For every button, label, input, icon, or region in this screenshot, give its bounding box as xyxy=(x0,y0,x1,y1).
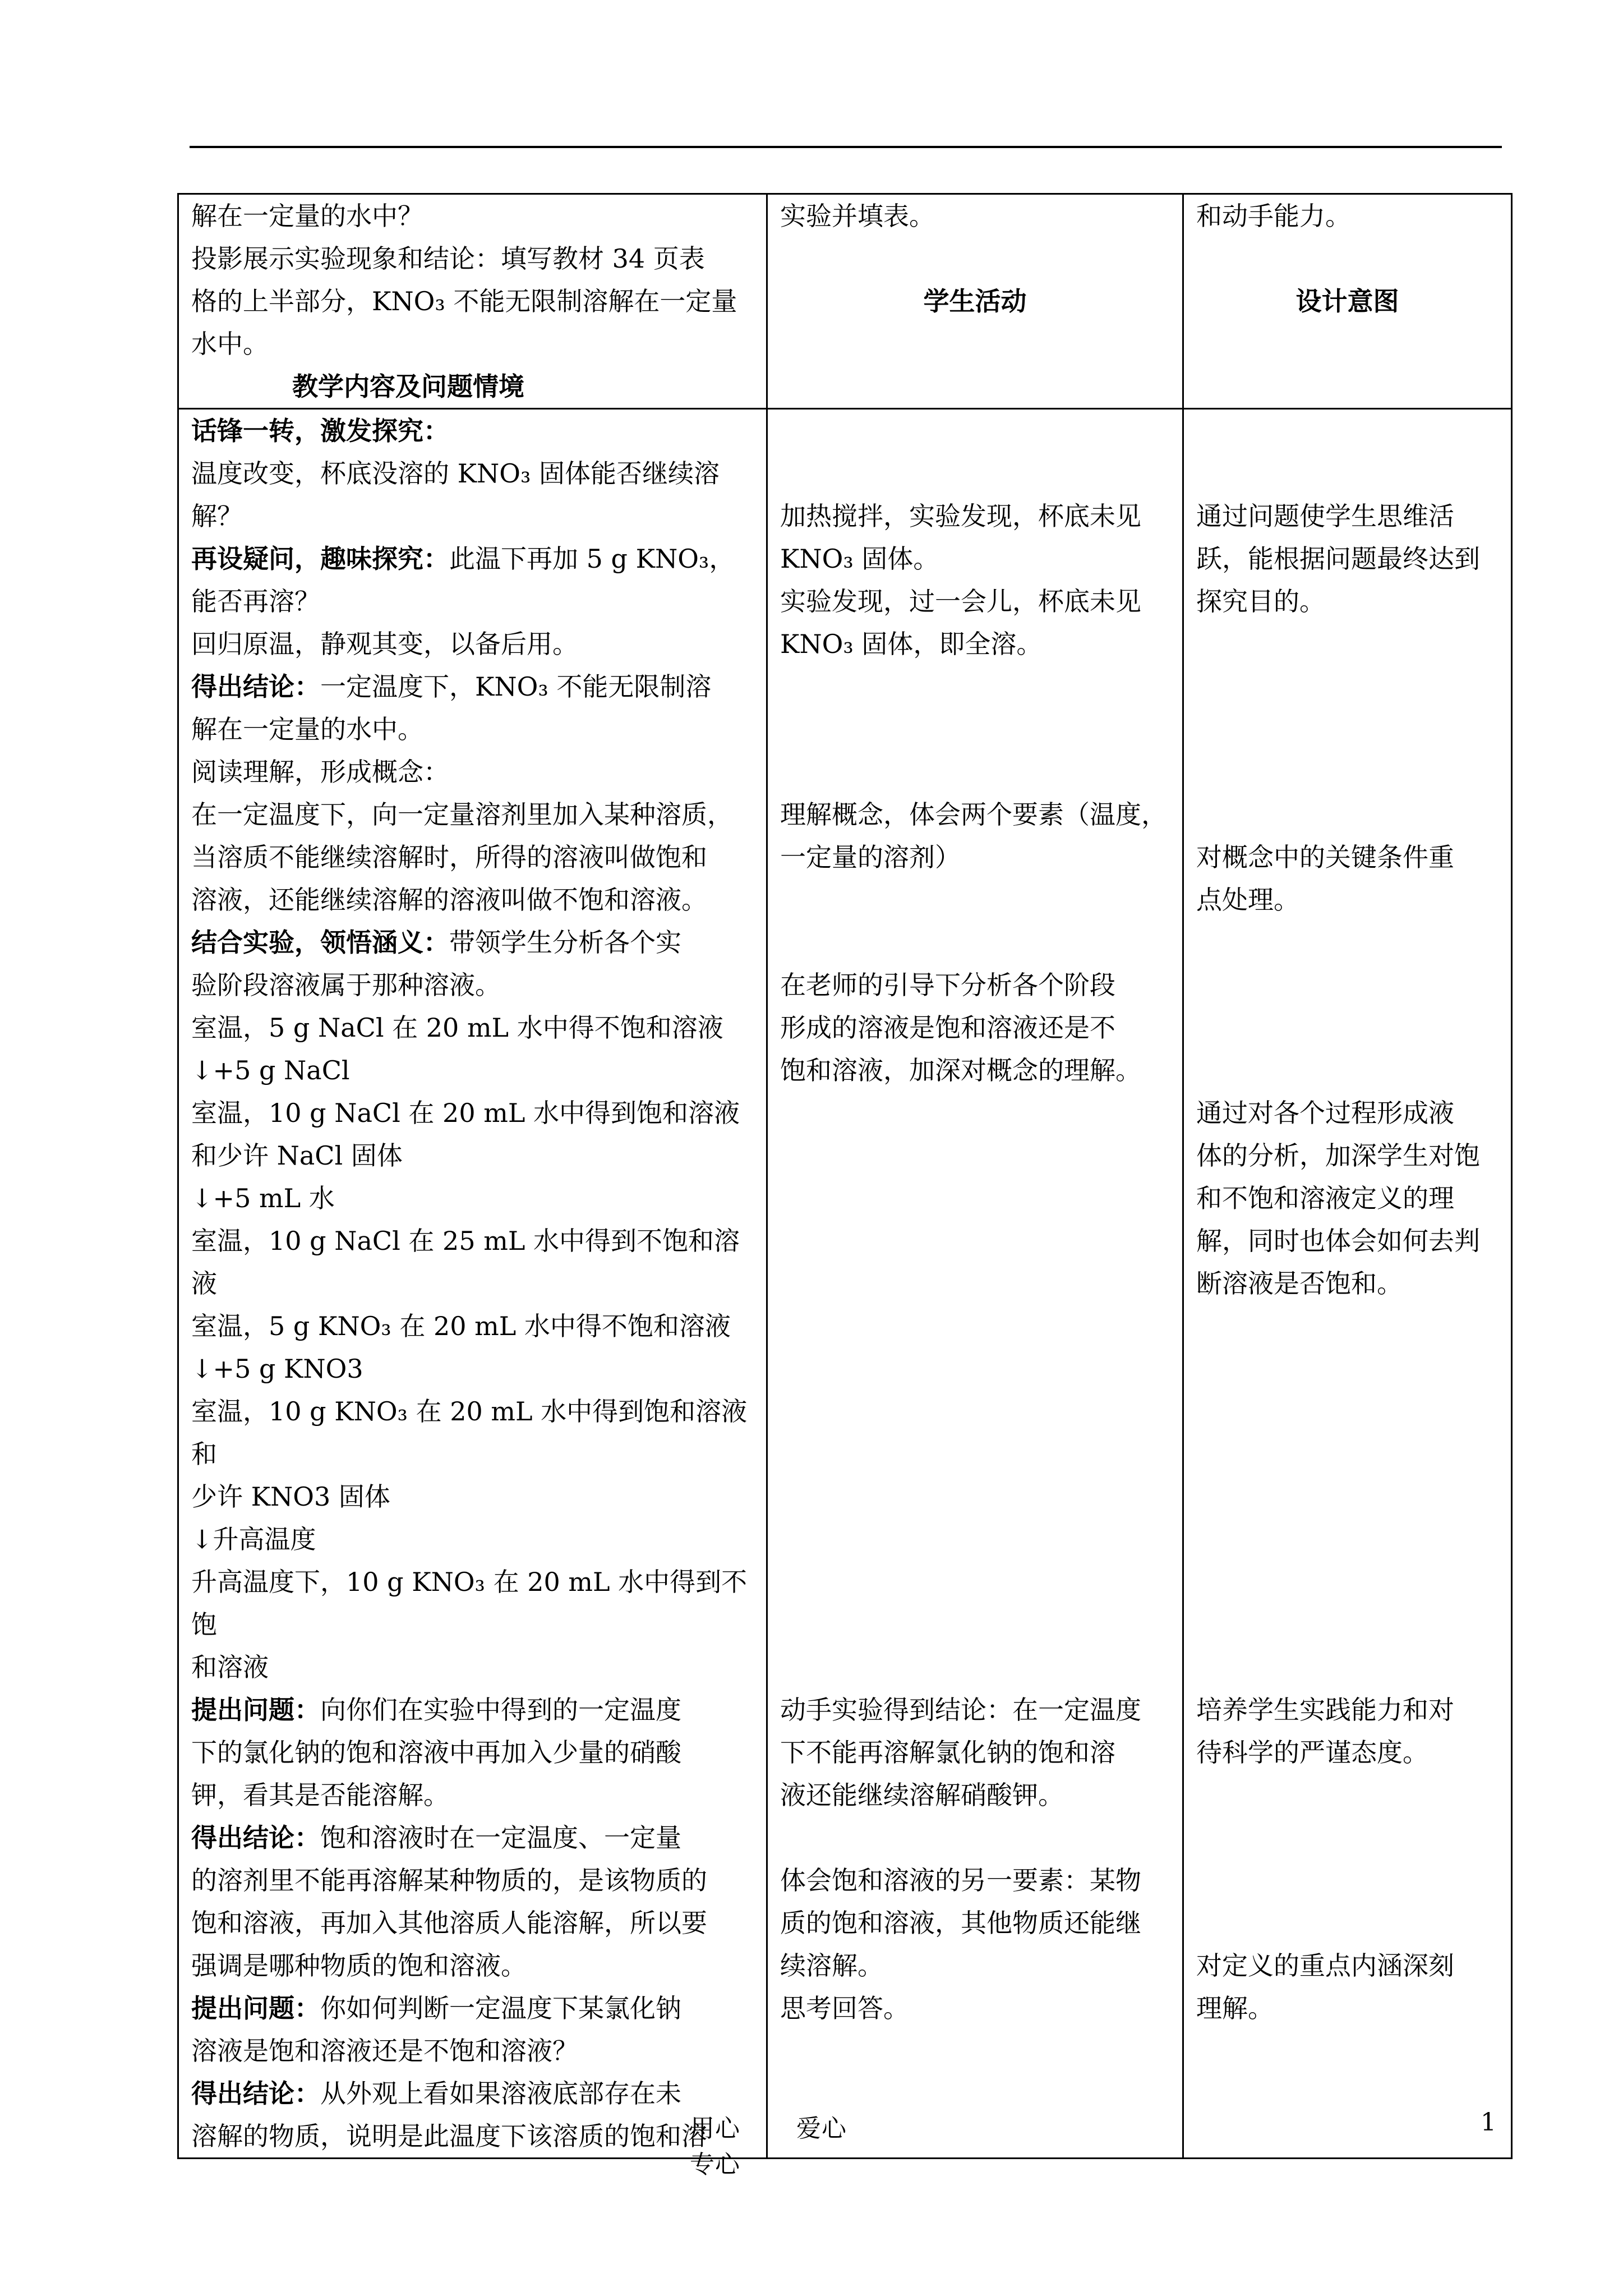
text-line xyxy=(191,1220,754,1262)
line-text: 升高温度下，10 g KNO₃ 在 20 mL 水中得到不饱 xyxy=(191,1567,748,1640)
text-line: 动手实验得到结论：在一定温度 xyxy=(780,1695,1141,1725)
intent-cell xyxy=(1183,194,1512,409)
text-line xyxy=(191,1347,754,1390)
text-line xyxy=(191,1305,754,1347)
text-line: 待科学的严谨态度。 xyxy=(1196,1737,1428,1768)
text-line xyxy=(191,452,754,495)
text-line: 饱和溶液，加深对概念的理解。 xyxy=(780,1055,1141,1085)
text-line xyxy=(191,1859,754,1902)
text-line: 解，同时也体会如何去判 xyxy=(1196,1226,1480,1256)
text-line xyxy=(191,1688,754,1731)
table-row xyxy=(178,194,1512,409)
line-text: 回归原温，静观其变，以备后用。 xyxy=(191,629,578,659)
text-line: 通过问题使学生思维活 xyxy=(1196,501,1454,531)
table-row xyxy=(178,409,1512,2159)
line-text: 解在一定量的水中。 xyxy=(191,714,423,744)
text-line: 下不能再溶解氯化钠的饱和溶 xyxy=(780,1737,1115,1768)
content-cell xyxy=(178,409,767,2159)
text-line: 理解。 xyxy=(1196,1993,1274,2023)
line-text: 当溶质不能继续溶解时，所得的溶液叫做饱和 xyxy=(191,842,707,872)
text-line: 探究目的。 xyxy=(1196,586,1325,616)
line-text: 室温，10 g KNO₃ 在 20 mL 水中得到饱和溶液和 xyxy=(191,1396,748,1469)
text-line xyxy=(191,1262,754,1305)
text-line xyxy=(191,1902,754,1944)
text-line xyxy=(191,665,754,708)
text-line: 对定义的重点内涵深刻 xyxy=(1196,1950,1454,1981)
text-line: 跃，能根据问题最终达到 xyxy=(1196,544,1480,574)
line-text: 的溶剂里不能再溶解某种物质的，是该物质的 xyxy=(191,1865,707,1895)
text-line xyxy=(191,1475,754,1518)
line-text: 在一定温度下，向一定量溶剂里加入某种溶质， xyxy=(191,799,733,830)
text-line: 和动手能力。 xyxy=(1196,201,1351,231)
line-text: 室温，5 g NaCl 在 20 mL 水中得不饱和溶液 xyxy=(191,1013,723,1043)
bold-lead: 提出问题： xyxy=(191,1993,320,2023)
footer-motto-2: 爱心 xyxy=(796,2114,847,2143)
line-text: 钾，看其是否能溶解。 xyxy=(191,1780,449,1810)
footer-motto-1: 用心 xyxy=(690,2114,740,2143)
activity-cell xyxy=(767,194,1183,409)
text-line xyxy=(191,708,754,751)
line-text: 强调是哪种物质的饱和溶液。 xyxy=(191,1950,527,1981)
text-line xyxy=(191,751,754,793)
line-text: 此温下再加 5 g KNO₃， xyxy=(449,544,735,574)
text-line xyxy=(191,1987,754,2030)
line-text: 溶液是饱和溶液还是不饱和溶液？ xyxy=(191,2036,578,2066)
text-line: 加热搅拌，实验发现，杯底未见 xyxy=(780,501,1141,531)
text-line: 解在一定量的水中？ xyxy=(191,201,423,231)
text-line xyxy=(191,878,754,921)
line-text: 室温，5 g KNO₃ 在 20 mL 水中得不饱和溶液 xyxy=(191,1311,731,1341)
line-text: ↓+5 mL 水 xyxy=(191,1183,335,1213)
column-header-activity: 学生活动 xyxy=(923,286,1027,316)
text-line xyxy=(191,836,754,878)
text-line: 液还能继续溶解硝酸钾。 xyxy=(780,1780,1064,1810)
text-line: 形成的溶液是饱和溶液还是不 xyxy=(780,1013,1115,1043)
column-header-intent: 设计意图 xyxy=(1295,286,1399,316)
text-line xyxy=(191,921,754,964)
text-line: 通过对各个过程形成液 xyxy=(1196,1098,1454,1128)
text-line xyxy=(191,495,754,537)
bold-lead: 结合实验，领悟涵义： xyxy=(191,927,449,958)
line-text: 能否再溶？ xyxy=(191,586,320,616)
text-line: KNO₃ 固体，即全溶。 xyxy=(780,629,1043,659)
line-text: ↓+5 g KNO3 xyxy=(191,1354,363,1384)
text-line: KNO₃ 固体。 xyxy=(780,544,939,574)
line-text: 和溶液 xyxy=(191,1652,269,1682)
line-text: 下的氯化钠的饱和溶液中再加入少量的硝酸 xyxy=(191,1737,681,1768)
line-text: 溶液，还能继续溶解的溶液叫做不饱和溶液。 xyxy=(191,885,707,915)
bold-lead: 得出结论： xyxy=(191,671,320,702)
line-text: ↓升高温度 xyxy=(191,1524,316,1554)
text-line xyxy=(191,1518,754,1561)
text-line: 实验发现，过一会儿，杯底未见 xyxy=(780,586,1141,616)
line-text: 温度改变，杯底没溶的 KNO₃ 固体能否继续溶 xyxy=(191,458,720,489)
text-line: 断溶液是否饱和。 xyxy=(1196,1268,1403,1299)
line-text: 阅读理解，形成概念： xyxy=(191,757,449,787)
text-line: 和不饱和溶液定义的理 xyxy=(1196,1183,1454,1213)
bold-lead: 得出结论： xyxy=(191,2078,320,2109)
line-text: ↓+5 g NaCl xyxy=(191,1055,350,1085)
line-text: 溶解的物质，说明是此温度下该溶质的饱和溶 xyxy=(191,2121,707,2151)
text-line xyxy=(191,1134,754,1177)
line-text: 和少许 NaCl 固体 xyxy=(191,1140,403,1171)
line-text: 验阶段溶液属于那种溶液。 xyxy=(191,970,501,1000)
text-line xyxy=(191,1731,754,1774)
line-text: 解？ xyxy=(191,501,243,531)
text-line xyxy=(191,409,754,452)
line-text: 液 xyxy=(191,1268,217,1299)
line-text: 饱和溶液，再加入其他溶质人能溶解，所以要 xyxy=(191,1908,707,1938)
text-line: 续溶解。 xyxy=(780,1950,883,1981)
text-line xyxy=(191,1816,754,1859)
text-line: 质的饱和溶液，其他物质还能继 xyxy=(780,1908,1141,1938)
footer-motto-3: 专心 xyxy=(690,2150,740,2179)
text-line xyxy=(191,1774,754,1816)
text-line: 体的分析，加深学生对饱 xyxy=(1196,1140,1480,1171)
line-text: 室温，10 g NaCl 在 20 mL 水中得到饱和溶液 xyxy=(191,1098,740,1128)
text-line xyxy=(191,793,754,836)
line-text: 饱和溶液时在一定温度、一定量 xyxy=(320,1823,681,1853)
text-line: 点处理。 xyxy=(1196,885,1299,915)
text-line xyxy=(191,1390,754,1475)
bold-lead: 话锋一转，激发探究： xyxy=(191,416,449,446)
line-text: 带领学生分析各个实 xyxy=(449,927,681,958)
text-line: 理解概念，体会两个要素（温度， xyxy=(780,799,1167,830)
lesson-table xyxy=(177,193,1513,2159)
line-text: 向你们在实验中得到的一定温度 xyxy=(320,1695,681,1725)
bold-lead: 提出问题： xyxy=(191,1695,320,1725)
content-cell xyxy=(178,194,767,409)
bold-lead: 得出结论： xyxy=(191,1823,320,1853)
column-header-content: 教学内容及问题情境 xyxy=(292,371,524,402)
text-line: 体会饱和溶液的另一要素：某物 xyxy=(780,1865,1141,1895)
text-line: 格的上半部分，KNO₃ 不能无限制溶解在一定量 xyxy=(191,286,737,316)
bold-lead: 再设疑问，趣味探究： xyxy=(191,544,449,574)
text-line xyxy=(191,1092,754,1134)
footer xyxy=(690,2108,959,2180)
text-line: 实验并填表。 xyxy=(780,201,935,231)
text-line: 一定量的溶剂） xyxy=(780,842,961,872)
header-rule xyxy=(190,146,1502,148)
text-line xyxy=(191,537,754,580)
intent-cell xyxy=(1183,409,1512,2159)
line-text: 少许 KNO3 固体 xyxy=(191,1481,390,1512)
text-line: 思考回答。 xyxy=(780,1993,909,2023)
text-line xyxy=(191,1049,754,1092)
page-number: 1 xyxy=(1481,2108,1496,2137)
text-line: 培养学生实践能力和对 xyxy=(1196,1695,1454,1725)
line-text: 室温，10 g NaCl 在 25 mL 水中得到不饱和溶 xyxy=(191,1226,740,1256)
text-line: 投影展示实验现象和结论：填写教材 34 页表 xyxy=(191,243,705,274)
activity-cell xyxy=(767,409,1183,2159)
line-text: 一定温度下，KNO₃ 不能无限制溶 xyxy=(320,671,712,702)
text-line: 在老师的引导下分析各个阶段 xyxy=(780,970,1115,1000)
text-line xyxy=(191,1646,754,1688)
text-line: 对概念中的关键条件重 xyxy=(1196,842,1454,872)
text-line xyxy=(191,2115,754,2157)
line-text: 你如何判断一定温度下某氯化钠 xyxy=(320,1993,681,2023)
text-line xyxy=(191,580,754,623)
text-line xyxy=(191,2030,754,2072)
text-line xyxy=(191,1006,754,1049)
text-line xyxy=(191,964,754,1006)
text-line: 水中。 xyxy=(191,329,269,359)
text-line xyxy=(191,1561,754,1646)
text-line xyxy=(191,2072,754,2115)
text-line xyxy=(191,1177,754,1220)
text-line xyxy=(191,623,754,665)
text-line xyxy=(191,1944,754,1987)
line-text: 从外观上看如果溶液底部存在未 xyxy=(320,2078,681,2109)
